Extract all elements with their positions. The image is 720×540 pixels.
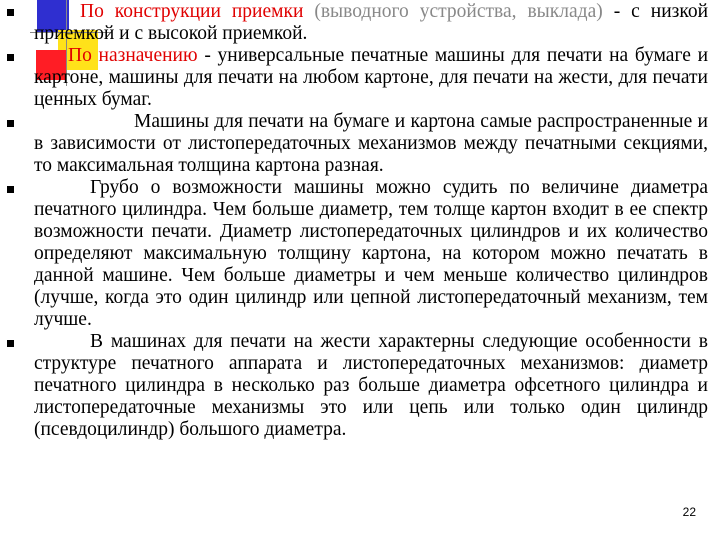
item-gray-note: (выводного устройства, выклада) bbox=[314, 1, 603, 22]
list-item bbox=[0, 111, 720, 177]
bullet-icon bbox=[7, 186, 14, 193]
list-item bbox=[0, 0, 720, 45]
item-body: В машинах для печати на жести характерны следующие особенности в структуре печатного аппарата и листопередаточных механизмов: диаметр печатного цилиндра в несколько раз больше диаметра офсетного цилиндра и листопередаточные механизмы это или цепь или только один цилиндр (псевдоцилиндр) большого диаметра. bbox=[34, 331, 708, 440]
list-item-text bbox=[34, 45, 708, 111]
item-body: - с низкой приемкой и с высокой приемкой. bbox=[34, 1, 709, 44]
item-lead: По конструкции приемки bbox=[80, 1, 304, 22]
list-item-text bbox=[34, 1, 708, 45]
bullet-icon bbox=[7, 120, 14, 127]
list-item bbox=[0, 331, 720, 441]
bullet-icon bbox=[7, 9, 14, 16]
list-item bbox=[0, 45, 720, 111]
item-lead: По назначению bbox=[68, 45, 198, 66]
list-item-text bbox=[34, 177, 708, 331]
bullet-icon bbox=[7, 54, 14, 61]
item-body: - универсальные печатные машины для печати на бумаге и картоне, машины для печати на любом картоне, для печати на жести, для печати ценных бумаг. bbox=[34, 45, 709, 110]
item-body: Машины для печати на бумаге и картона самые распространенные и в зависимости от листопередаточных механизмов между печатными секциями, то максимальная толщина картона разная. bbox=[34, 111, 708, 176]
page-number: 22 bbox=[682, 505, 696, 519]
list-item-text bbox=[34, 331, 708, 441]
bullet-icon bbox=[7, 340, 14, 347]
list-item-text bbox=[34, 111, 708, 177]
list-item bbox=[0, 177, 720, 331]
item-body: Грубо о возможности машины можно судить по величине диаметра печатного цилиндра. Чем больше диаметр, тем толще картон входит в ее спектр возможности печати. Диаметр листопередаточных цилиндров и их количество определяют максимальную толщину картона, на котором можно печатать в данной машине. Чем больше диаметры и чем меньше количество цилиндров (лучше, когда это один цилиндр или цепной листопередаточный механизм, тем лучше. bbox=[34, 177, 708, 330]
